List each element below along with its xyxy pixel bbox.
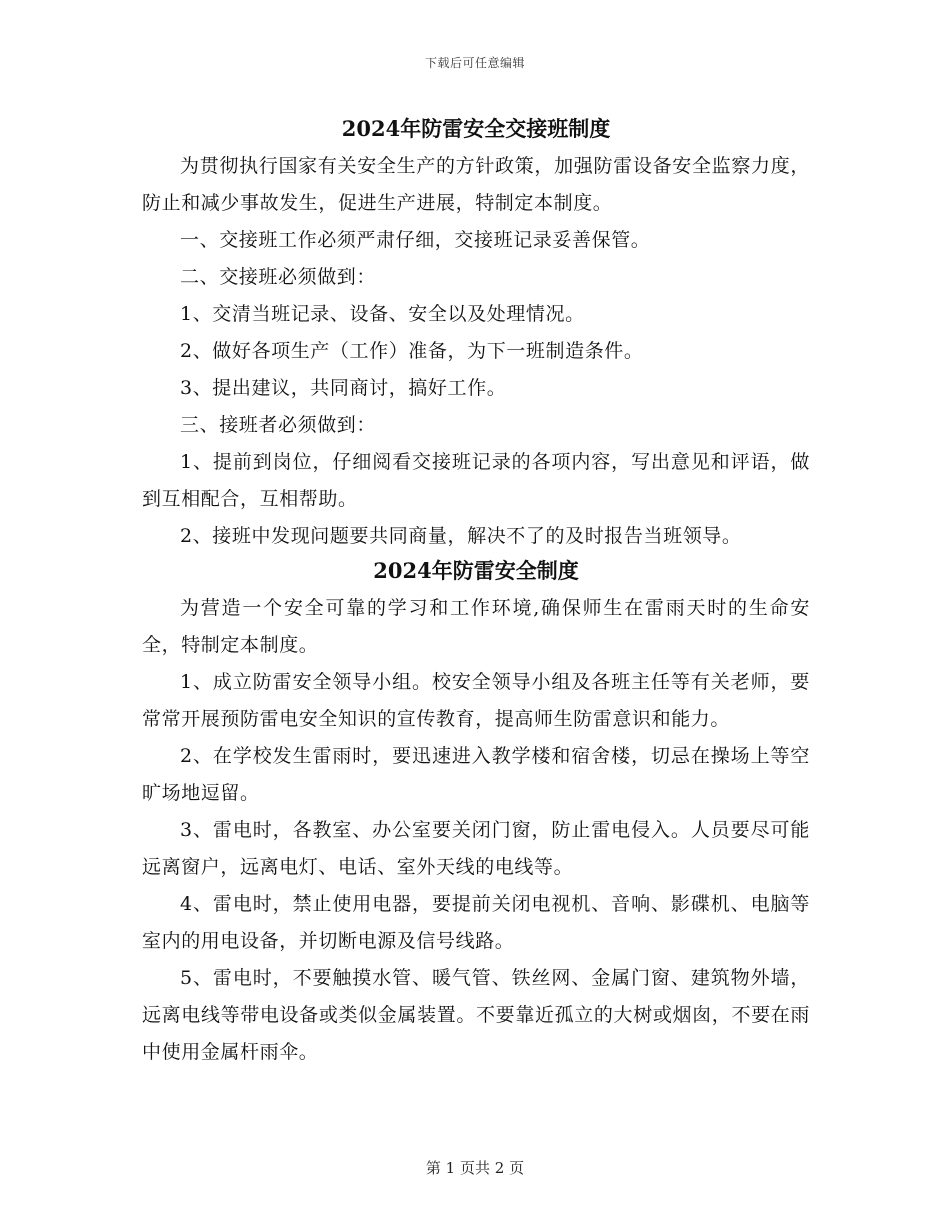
document-body <box>142 113 810 1071</box>
section2-paragraph: 5、雷电时，不要触摸水管、暖气管、铁丝网、金属门窗、建筑物外墙，远离电线等带电设备或类似金属装置。不要靠近孤立的大树或烟囱，不要在雨中使用金属杆雨伞。 <box>142 967 810 1063</box>
section2-paragraph: 2、在学校发生雷雨时，要迅速进入教学楼和宿舍楼，切忌在操场上等空旷场地逗留。 <box>142 745 810 804</box>
page-number-footer: 第 1 页共 2 页 <box>425 1159 525 1177</box>
section1-paragraph: 3、提出建议，共同商讨，搞好工作。 <box>180 377 507 399</box>
section2-paragraph: 3、雷电时，各教室、办公室要关闭门窗，防止雷电侵入。人员要尽可能远离窗户，远离电灯、电话、室外天线的电线等。 <box>142 819 810 878</box>
section2-paragraph: 1、成立防雷安全领导小组。校安全领导小组及各班主任等有关老师，要常常开展预防雷电安全知识的宣传教育，提高师生防雷意识和能力。 <box>142 671 810 730</box>
section1-paragraph: 1、交清当班记录、设备、安全以及处理情况。 <box>180 303 585 325</box>
section1-title: 2024年防雷安全交接班制度 <box>341 116 611 141</box>
section1-paragraph: 二、交接班必须做到： <box>180 266 377 288</box>
section1-paragraph: 2、做好各项生产（工作）准备，为下一班制造条件。 <box>180 340 644 362</box>
section1-paragraph: 一、交接班工作必须严肃仔细，交接班记录妥善保管。 <box>180 229 651 251</box>
section2-title: 2024年防雷安全制度 <box>373 558 579 583</box>
section1-paragraph: 为贯彻执行国家有关安全生产的方针政策，加强防雷设备安全监察力度，防止和减少事故发生，促进生产进展，特制定本制度。 <box>142 155 810 214</box>
section1-paragraph: 1、提前到岗位，仔细阅看交接班记录的各项内容，写出意见和评语，做到互相配合，互相帮助。 <box>142 451 810 510</box>
section2-paragraph: 为营造一个安全可靠的学习和工作环境,确保师生在雷雨天时的生命安全，特制定本制度。 <box>142 597 810 656</box>
section2-paragraph: 4、雷电时，禁止使用电器，要提前关闭电视机、音响、影碟机、电脑等室内的用电设备，并切断电源及信号线路。 <box>142 893 810 952</box>
section1-paragraph: 三、接班者必须做到： <box>180 414 377 436</box>
page-header-note: 下载后可任意编辑 <box>424 56 525 70</box>
section1-paragraph: 2、接班中发现问题要共同商量，解决不了的及时报告当班领导。 <box>180 525 742 547</box>
